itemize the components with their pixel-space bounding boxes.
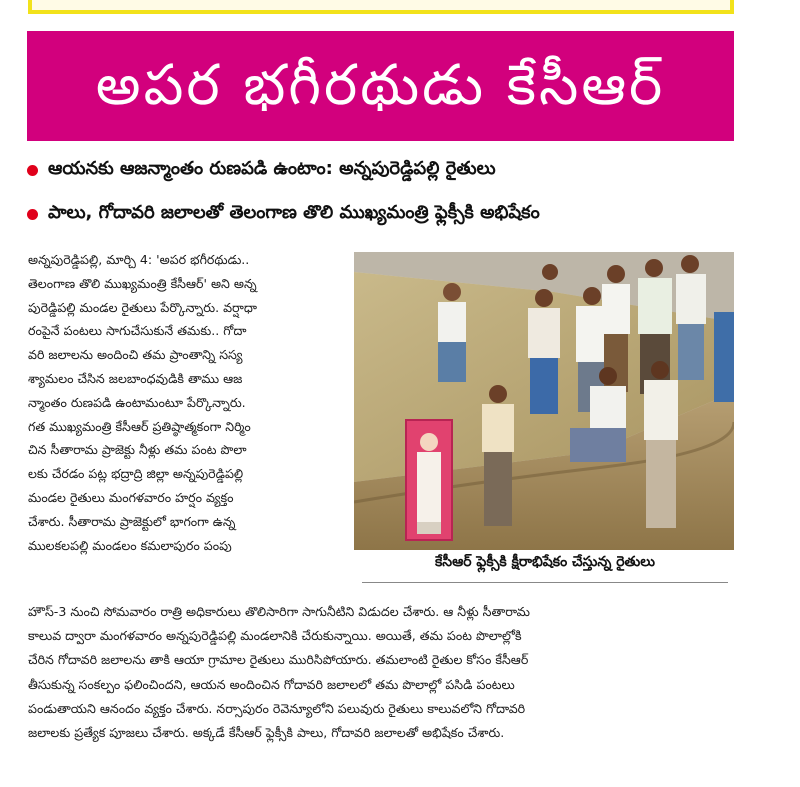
text-line: పండుతాయని ఆనందం వ్యక్తం చేశారు. నర్సాపురం రెవెన్యూలోని పలువురు రైతులు కాలువలోని గోదావరి: [28, 700, 526, 716]
news-photo: [354, 252, 734, 550]
subhead-1: [27, 158, 737, 183]
text-line: అన్నపురెడ్డిపల్లి, మార్చి 4: 'అపర భగీరథుడు..: [28, 252, 250, 267]
subhead-2: [27, 202, 737, 227]
photo-caption: కేసీఆర్ ఫ్లెక్సీకి క్షీరాభిషేకం చేస్తున్న రైతులు: [434, 554, 656, 570]
text-line: లకు చేరడం పట్ల భద్రాద్రి జిల్లా అన్నపురెడ్డిపల్లి: [28, 466, 244, 482]
text-line: ములకలపల్లి మండలం కమలాపురం పంపు: [28, 537, 232, 553]
text-line: పురెడ్డిపల్లి మండల రైతులు పేర్కొన్నారు. వర్షాధా: [28, 299, 257, 315]
text-line: వరి జలాలను అందించి తమ ప్రాంతాన్ని సస్య: [28, 347, 243, 363]
text-line: శ్యామలం చేసిన జలబాంధవుడికి తాము ఆజ: [28, 370, 243, 386]
text-line: గత ముఖ్యమంత్రి కేసీఆర్ ప్రతిష్ఠాత్మకంగా నిర్మిం: [28, 418, 251, 434]
text-line: తీసుకున్న సంకల్పం ఫలించిందని, ఆయన అందించిన గోదావరి జలాలలో తమ పొలాల్లో పసిడి పంటలు: [28, 676, 515, 692]
subhead-1-text: ఆయనకు ఆజన్మాంతం రుణపడి ఉంటాం: అన్నపురెడ్డిపల్లి రైతులు: [48, 158, 496, 179]
text-line: హౌస్-3 నుంచి సోమవారం రాత్రి అధికారులు తొలిసారిగా సాగునీటిని విడుదల చేశారు. ఆ నీళ్లు సీతారామ: [28, 604, 531, 619]
text-line: న్మాంతం రుణపడి ఉంటామంటూ పేర్కొన్నారు.: [28, 394, 246, 410]
farmers-canal-photo: [354, 252, 734, 550]
subhead-2-text: పాలు, గోదావరి జలాలతో తెలంగాణ తొలి ముఖ్యమంత్రి ఫ్లెక్సీకి అభిషేకం: [48, 202, 540, 223]
bullet-icon: [27, 165, 38, 176]
text-line: చేరిన గోదావరి జలాలను తాకి ఆయా గ్రామాల రైతులు మురిసిపోయారు. తమలాంటి రైతుల కోసం కేసీఆర్: [28, 652, 529, 668]
headline: అపర భగీరథుడు కేసీఆర్: [95, 53, 666, 118]
caption-underline: [362, 582, 728, 583]
article-full-width-text: [28, 600, 734, 745]
text-line: చేశారు. సీతారామ ప్రాజెక్టులో భాగంగా ఉన్న: [28, 513, 236, 529]
text-line: కాలువ ద్వారా మంగళవారం అన్నపురెడ్డిపల్లి మండలానికి చేరుకున్నాయి. అయితే, తమ పంట పొలాల్లోకి: [28, 628, 522, 644]
bullet-icon: [27, 209, 38, 220]
text-line: జలాలకు ప్రత్యేక పూజలు చేశారు. అక్కడే కేసీఆర్ ఫ్లెక్సీకి పాలు, గోదావరి జలాలతో అభిషేకం చేశారు.: [28, 725, 505, 741]
headline-banner: [27, 31, 734, 141]
article-column-text: [28, 248, 346, 557]
text-line: మండల రైతులు మంగళవారం హర్షం వ్యక్తం: [28, 489, 234, 505]
previous-article-strip: [28, 0, 734, 14]
text-line: తెలంగాణ తొలి ముఖ్యమంత్రి కేసీఆర్' అని అన్న: [28, 275, 257, 291]
text-line: చిన సీతారామ ప్రాజెక్టు నీళ్లు తమ పంట పొలా: [28, 442, 247, 458]
text-line: రంపైనే పంటలు సాగుచేసుకునే తమకు.. గోదా: [28, 323, 247, 339]
